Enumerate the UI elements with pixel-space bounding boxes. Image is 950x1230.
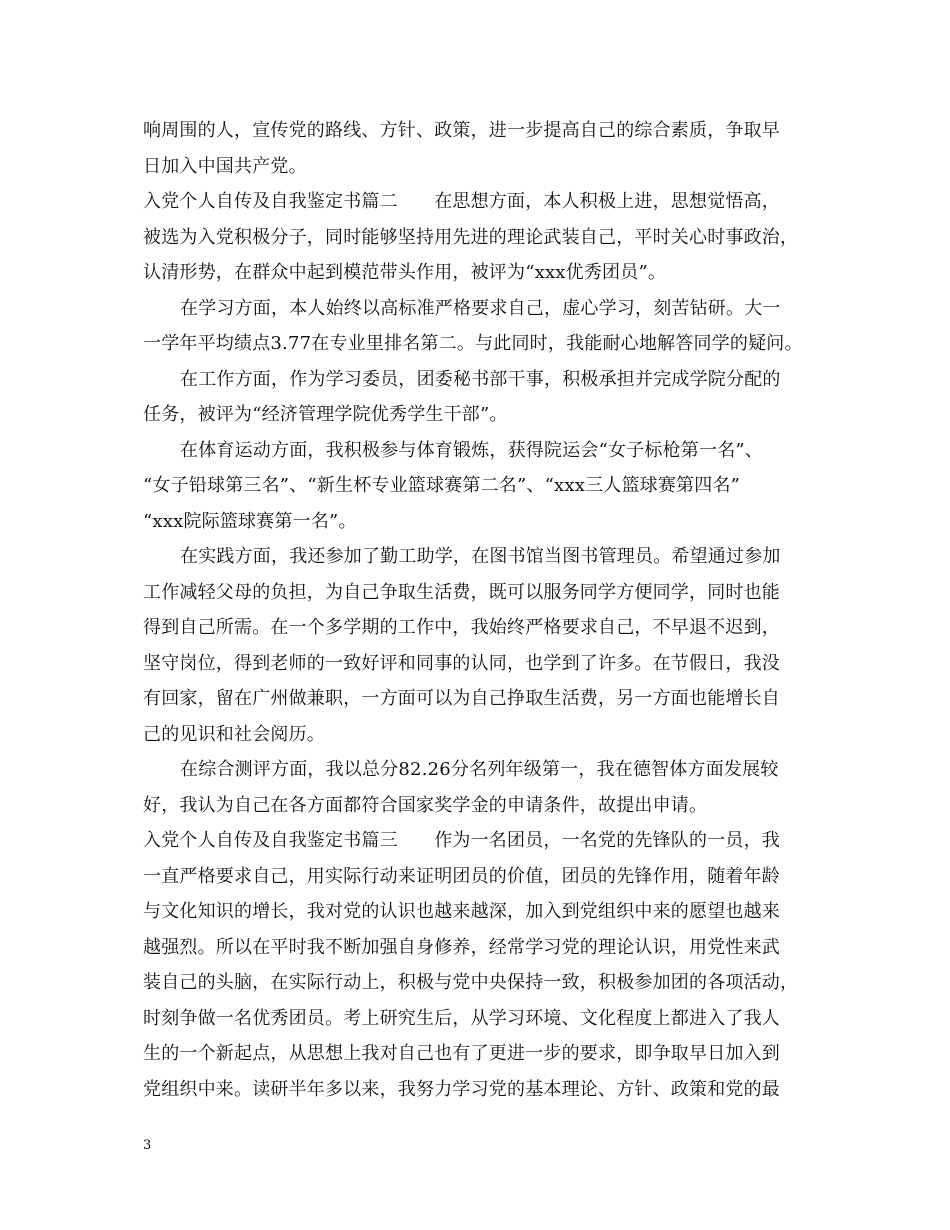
text-line: “女子铅球第三名”、“新生杯专业篮球赛第二名”、“xxx三人篮球赛第四名”: [143, 475, 741, 496]
section-heading-line: 入党个人自传及自我鉴定书篇二 在思想方面，本人积极上进，思想觉悟高，: [143, 191, 780, 212]
text-line: 党组织中来。读研半年多以来，我努力学习党的基本理论、方针、政策和党的最: [143, 1078, 780, 1100]
body-text: [143, 113, 826, 1107]
text-line: 好，我认为自己在各方面都符合国家奖学金的申请条件，故提出申请。: [143, 794, 708, 816]
paragraph-start-line: 在实践方面，我还参加了勤工助学，在图书馆当图书管理员。希望通过参加: [180, 546, 781, 567]
text-line: 工作减轻父母的负担，为自己争取生活费，既可以服务同学方便同学，同时也能: [143, 581, 780, 603]
text-line: 一学年平均绩点3.77在专业里排名第二。与此同时，我能耐心地解答同学的疑问。: [143, 333, 803, 354]
text-line: 响周围的人，宣传党的路线、方针、政策，进一步提高自己的综合素质，争取早: [143, 120, 780, 141]
paragraph-start-line: 在体育运动方面，我积极参与体育锻炼，获得院运会“女子标枪第一名”、: [180, 439, 764, 461]
text-line: “xxx院际篮球赛第一名”。: [143, 510, 357, 532]
text-line: 坚守岗位，得到老师的一致好评和同事的认同，也学到了许多。在节假日，我没: [143, 652, 780, 674]
page-number: 3: [143, 1138, 152, 1153]
text-line: 时刻争做一名优秀团员。考上研究生后，从学习环境、文化程度上都进入了我人: [143, 1007, 780, 1029]
paragraph-start-line: 在工作方面，作为学习委员，团委秘书部干事，积极承担并完成学院分配的: [180, 368, 781, 390]
paragraph-start-line: 在综合测评方面，我以总分82.26分名列年级第一，我在德智体方面发展较: [180, 759, 779, 780]
text-line: 有回家，留在广州做兼职，一方面可以为自己挣取生活费，另一方面也能增长自: [143, 688, 780, 709]
text-line: 越强烈。所以在平时我不断加强自身修养，经常学习党的理论认识，用党性来武: [143, 936, 780, 958]
text-line: 己的见识和社会阅历。: [143, 723, 325, 745]
text-line: 得到自己所需。在一个多学期的工作中，我始终严格要求自己，不早退不迟到，: [143, 617, 780, 638]
text-line: 任务，被评为“经济管理学院优秀学生干部”。: [143, 404, 508, 425]
text-line: 与文化知识的增长，我对党的认识也越来越深，加入到党组织中来的愿望也越来: [143, 901, 780, 922]
text-line: 生的一个新起点，从思想上我对自己也有了更进一步的要求，即争取早日加入到: [143, 1043, 780, 1064]
text-line: 认清形势，在群众中起到模范带头作用，被评为“xxx优秀团员”。: [143, 262, 667, 283]
text-line: 日加入中国共产党。: [143, 155, 307, 177]
text-line: 被选为入党积极分子，同时能够坚持用先进的理论武装自己，平时关心时事政治，: [143, 226, 799, 248]
text-line: 装自己的头脑，在实际行动上，积极与党中央保持一致，积极参加团的各项活动，: [143, 972, 799, 993]
paragraph-start-line: 在学习方面，本人始终以高标准严格要求自己，虚心学习，刻苦钻研。大一: [180, 297, 781, 319]
text-line: 一直严格要求自己，用实际行动来证明团员的价值，团员的先锋作用，随着年龄: [143, 865, 780, 887]
section-heading-line: 入党个人自传及自我鉴定书篇三 作为一名团员，一名党的先锋队的一员，我: [143, 830, 780, 851]
